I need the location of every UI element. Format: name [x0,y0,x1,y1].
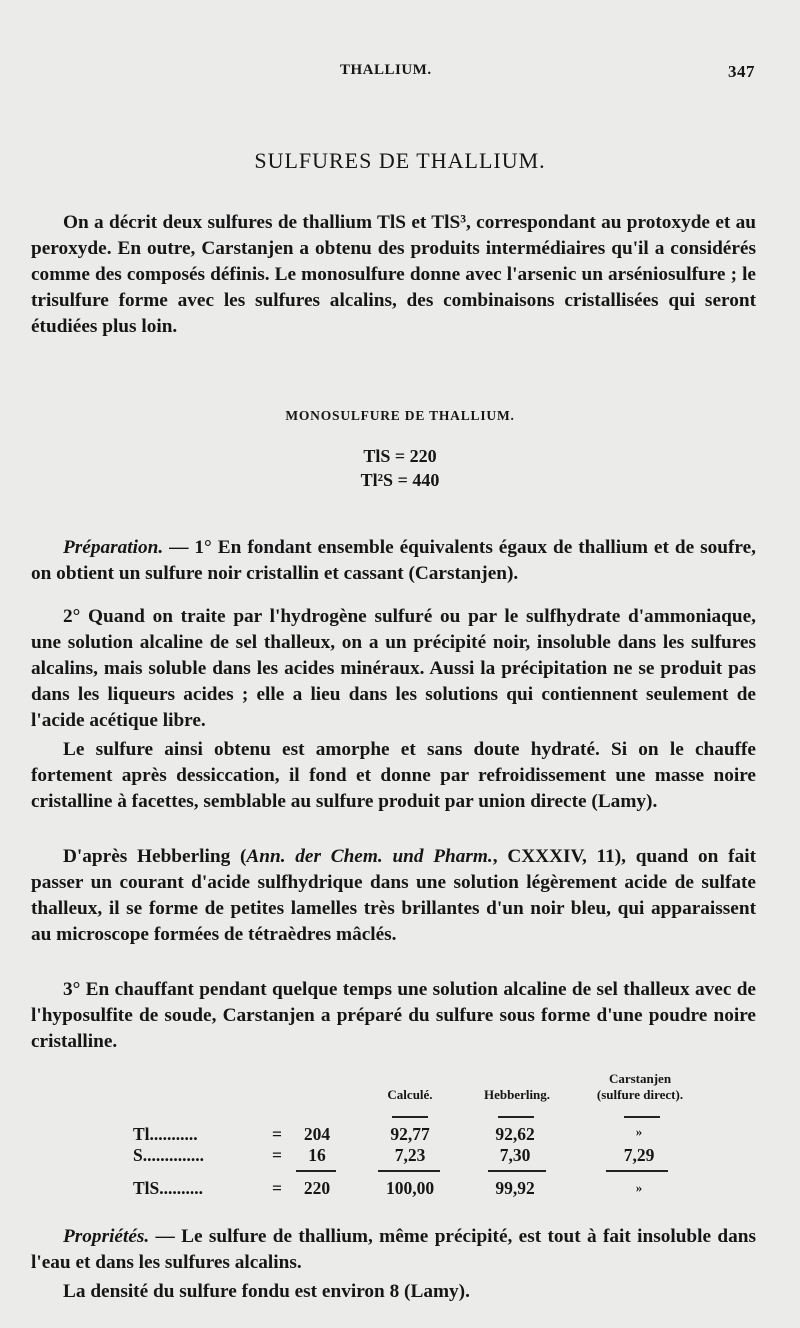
properties-text: — Le sulfure de thallium, même précipité, est tout à fait insoluble dans l'eau et dans les sulfures alcalins. [31,1226,756,1273]
hebberling-text-after: , CXXXIV, 11), quand on fait passer un courant d'acide sulfhydrique dans une solution légèrement acide de sulfate thalleux, il se forme de petites lamelles très brillantes d'un noir bleu, qui apparaissent au microscope formées de tétraèdres mâclés. [31,846,756,945]
properties-label: Propriétés. [63,1226,150,1247]
header-rule-carstanjen [624,1116,660,1118]
hebberling-reference: Ann. der Chem. und Pharm. [246,846,493,867]
preparation-label: Préparation. [63,537,164,558]
row-carstanjen: 7,29 [623,1145,655,1165]
row-calcule: 92,77 [390,1124,430,1144]
intro-paragraph: On a décrit deux sulfures de thallium TlS et TlS³, correspondant au protoxyde et au peroxyde. En outre, Carstanjen a obtenu des produits intermédiaires qu'il a considérés comme des composés définis. Le monosulfure donne avec l'arsenic un arséniosulfure ; le trisulfure forme avec les sulfures alcalins, des combinaisons cristallisées qui seront étudiées plus loin. [31,212,756,337]
total-rule-hebberling [488,1170,546,1172]
preparation-paragraph [31,535,756,587]
subsection-title: MONOSULFURE DE THALLIUM. [285,408,515,423]
total-rule-calcule [378,1170,440,1172]
running-head [0,62,800,84]
row-hebberling: 99,92 [495,1178,535,1198]
row-atomic-weight: 220 [303,1178,331,1198]
paragraph-hebberling [31,844,756,948]
header-carstanjen: Carstanjen [608,1071,672,1086]
preparation-text: — 1° En fondant ensemble équivalents égaux de thallium et de soufre, on obtient un sulfure noir cristallin et cassant (Carstanjen). [31,537,756,584]
header-sulfure-direct: (sulfure direct). [596,1087,684,1102]
header-rule-hebberling [498,1116,534,1118]
header-hebberling: Hebberling. [483,1087,551,1102]
header-calcule: Calculé. [387,1087,433,1102]
row-equals: = [272,1178,282,1198]
paragraph-method-2: 2° Quand on traite par l'hydrogène sulfuré ou par le sulfhydrate d'ammoniaque, une solution alcaline de sel thalleux, on a un précipité noir, insoluble dans les sulfures alcalins, mais soluble dans les acides minéraux. Aussi la précipitation ne se produit pas dans les liqueurs acides ; elle a lieu dans les solutions qui contiennent seulement de l'acide acétique libre. [31,606,756,731]
running-title: THALLIUM. [340,62,432,78]
row-label: S.............. [133,1145,204,1165]
row-carstanjen: » [635,1124,643,1139]
row-label: Tl........... [133,1124,198,1144]
row-calcule: 100,00 [385,1178,435,1198]
density-paragraph: La densité du sulfure fondu est environ 8 (Lamy). [63,1281,470,1302]
paragraph-method-3: 3° En chauffant pendant quelque temps une solution alcaline de sel thalleux avec de l'hyposulfite de soude, Carstanjen a préparé du sulfure sous forme d'une poudre noire cristalline. [31,979,756,1052]
row-carstanjen: » [635,1180,643,1195]
hebberling-text-before: D'après Hebberling ( [63,846,247,867]
row-hebberling: 7,30 [499,1145,531,1165]
section-title: SULFURES DE THALLIUM. [254,148,546,173]
row-label: TlS.......... [133,1178,204,1198]
row-atomic-weight: 16 [308,1145,326,1165]
row-atomic-weight: 204 [303,1124,331,1144]
page-number: 347 [728,62,755,81]
row-equals: = [272,1145,282,1165]
row-hebberling: 92,62 [495,1124,535,1144]
total-rule-carstanjen [606,1170,668,1172]
row-equals: = [272,1124,282,1144]
formula-tls: TlS = 220 [363,446,437,466]
paragraph-amorphous: Le sulfure ainsi obtenu est amorphe et sans doute hydraté. Si on le chauffe fortement après dessiccation, il fond et donne par refroidissement une masse noire cristalline à facettes, semblable au sulfure produit par union directe (Lamy). [31,739,756,812]
header-rule-calcule [392,1116,428,1118]
row-calcule: 7,23 [394,1145,426,1165]
properties-paragraph [31,1224,756,1276]
total-rule-atomic [296,1170,336,1172]
formula-tl2s: Tl²S = 440 [360,470,440,490]
